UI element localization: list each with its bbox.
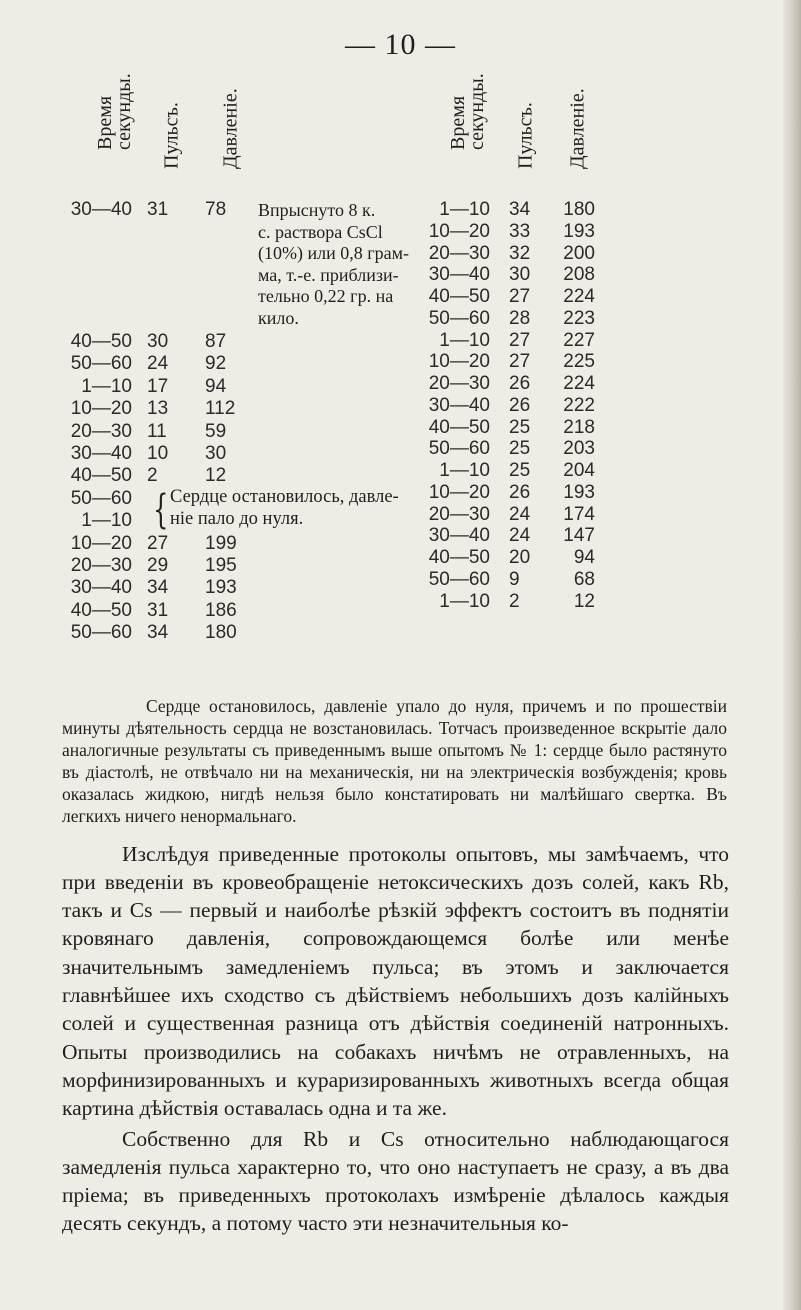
- note-line: ма, т.-е. приблизи-: [258, 264, 399, 285]
- left-time-cell: 20—30: [70, 420, 132, 442]
- left-header-pulse: Пульсъ.: [160, 102, 183, 169]
- left-pulse-cell: 13: [147, 398, 169, 420]
- note-line: тельно 0,22 гр. на: [258, 286, 394, 306]
- note-line: Впрыснуто 8 к.: [258, 200, 376, 220]
- injection-note: [258, 200, 428, 329]
- left-pressure-cell: 92: [205, 353, 227, 375]
- right-pressure-cell: 218: [563, 416, 595, 438]
- right-pressure-cell: 225: [563, 351, 595, 373]
- right-pulse-cell: 33: [509, 220, 531, 242]
- left-pulse-cell: 10: [147, 443, 169, 464]
- right-pressure-cell: 224: [563, 286, 595, 307]
- right-pressure-cell: 223: [563, 307, 595, 329]
- left-time-cell: 1—10: [81, 510, 132, 532]
- left-pulse-cell: 31: [147, 599, 169, 621]
- left-pulse-cell: 31: [147, 199, 169, 220]
- left-pulse-cell: 17: [147, 375, 169, 397]
- right-header-pulse: Пульсъ.: [514, 102, 537, 169]
- right-header-pressure: Давленіе.: [566, 88, 589, 169]
- right-time-cell: 10—20: [428, 481, 490, 503]
- left-pulse-cell: 34: [147, 622, 169, 644]
- right-time-cell: 1—10: [439, 590, 490, 612]
- left-pulse-cell: 2: [147, 465, 158, 487]
- page-edge: [783, 0, 801, 1310]
- right-pulse-cell: 32: [509, 242, 531, 264]
- left-pulse-cell: 24: [147, 353, 169, 375]
- right-pulse-cell: 24: [509, 525, 531, 547]
- right-pulse-cell: 25: [509, 416, 531, 438]
- right-pulse-cell: 25: [509, 438, 531, 460]
- right-time-cell: 40—50: [428, 286, 490, 307]
- left-pulse-cell: 11: [147, 420, 167, 442]
- right-pulse-cell: 9: [509, 568, 520, 590]
- right-time-cell: 30—40: [428, 525, 490, 547]
- left-time-cell: 30—40: [70, 577, 132, 599]
- right-pulse-cell: 26: [509, 481, 531, 503]
- right-time-cell: 50—60: [428, 568, 490, 590]
- right-time-cell: 10—20: [428, 351, 490, 373]
- left-time-cell: 10—20: [70, 398, 132, 420]
- left-pressure-cell: 78: [205, 199, 227, 220]
- left-pressure-cell: 199: [205, 532, 237, 554]
- left-pulse-cell: 27: [147, 532, 169, 554]
- right-pulse-cell: 25: [509, 460, 531, 481]
- right-pressure-cell: 193: [563, 220, 595, 242]
- note-line: с. раствора CsCl: [258, 221, 383, 242]
- right-pressure-cell: 147: [563, 525, 595, 547]
- right-pressure-cell: 208: [563, 264, 595, 286]
- right-pressure-cell: 12: [573, 590, 595, 612]
- brace-symbol: {: [153, 487, 169, 533]
- left-time-cell: 50—60: [70, 353, 132, 375]
- cardiac-arrest-note: Сердце остановилось, давле-: [170, 486, 399, 507]
- right-time-cell: 30—40: [428, 394, 490, 416]
- right-pulse-cell: 26: [509, 373, 531, 394]
- right-pulse-cell: 30: [509, 264, 531, 286]
- left-time-cell: 50—60: [70, 487, 132, 509]
- right-pressure-cell: 68: [573, 568, 595, 590]
- right-pulse-cell: 2: [509, 590, 520, 612]
- right-pressure-cell: 204: [563, 460, 595, 481]
- right-time-cell: 1—10: [439, 329, 490, 351]
- note-line: (10%) или 0,8 грам-: [258, 243, 409, 263]
- right-time-cell: 10—20: [428, 220, 490, 242]
- left-pressure-cell: 180: [205, 622, 237, 644]
- right-pulse-cell: 27: [509, 329, 531, 351]
- cardiac-arrest-note: ніе пало до нуля.: [170, 509, 304, 530]
- right-pressure-cell: 174: [563, 503, 595, 525]
- left-header-time: Время секунды.: [94, 73, 135, 150]
- right-time-cell: 20—30: [428, 503, 490, 525]
- left-time-cell: 40—50: [70, 599, 132, 621]
- right-pressure-cell: 200: [563, 242, 595, 264]
- left-time-cell: 1—10: [81, 375, 132, 397]
- left-pressure-cell: 186: [205, 599, 237, 621]
- right-pressure-cell: 224: [563, 373, 595, 394]
- right-time-cell: 1—10: [439, 199, 490, 220]
- right-time-cell: 1—10: [439, 460, 490, 481]
- right-pulse-cell: 24: [509, 503, 531, 525]
- right-pulse-cell: 20: [509, 547, 531, 568]
- right-pulse-cell: 27: [509, 351, 531, 373]
- right-pulse-cell: 26: [509, 394, 531, 416]
- right-pressure-cell: 193: [563, 481, 595, 503]
- right-pressure-cell: 222: [563, 394, 595, 416]
- right-time-cell: 20—30: [428, 373, 490, 394]
- right-pulse-cell: 34: [509, 199, 531, 220]
- right-time-cell: 20—30: [428, 242, 490, 264]
- left-pressure-cell: 30: [205, 443, 227, 464]
- left-pressure-cell: 12: [205, 465, 227, 487]
- left-time-cell: 10—20: [70, 532, 132, 554]
- left-time-cell: 30—40: [70, 443, 132, 464]
- left-time-cell: 40—50: [70, 331, 132, 352]
- left-time-cell: 20—30: [70, 555, 132, 576]
- left-pressure-cell: 193: [205, 577, 237, 599]
- left-pressure-cell: 94: [205, 375, 227, 397]
- right-pressure-cell: 180: [563, 199, 595, 220]
- right-time-cell: 40—50: [428, 416, 490, 438]
- right-header-time: Время секунды.: [447, 73, 488, 150]
- left-pulse-cell: 30: [147, 331, 169, 352]
- right-pressure-cell: 94: [573, 547, 595, 568]
- left-time-cell: 40—50: [70, 465, 132, 487]
- left-pressure-cell: 87: [205, 331, 227, 352]
- body-paragraph-1: Изслѣдуя приведенные протоколы опытовъ, мы замѣчаемъ, что при введеніи въ кровеобращеніе нетоксическихъ дозъ солей, какъ Rb, такъ и Cs — первый и наиболѣе рѣзкій эффектъ состоитъ въ поднятіи кровянаго давленія, сопровождающемся болѣе или менѣе значительнымъ замедленіемъ пульса; въ этомъ и заключается главнѣйшее ихъ сходство съ дѣйствіемъ небольшихъ дозъ калійныхъ солей и существенная разница отъ дѣйствія соединеній натронныхъ. Опыты производились на собакахъ ничѣмъ не отравленныхъ, на морфинизированныхъ и кураризированныхъ животныхъ всегда общая картина дѣйствія оставалась одна и та же.: [62, 841, 729, 1121]
- left-pulse-cell: 34: [147, 577, 169, 599]
- left-time-cell: 50—60: [70, 622, 132, 644]
- page-number: — 10 —: [345, 28, 456, 61]
- note-line: кило.: [258, 307, 299, 328]
- right-pulse-cell: 27: [509, 286, 531, 307]
- left-pressure-cell: 112: [205, 398, 236, 420]
- right-pulse-cell: 28: [509, 307, 531, 329]
- right-time-cell: 30—40: [428, 264, 490, 286]
- left-pressure-cell: 59: [205, 420, 227, 442]
- right-pressure-cell: 227: [563, 329, 595, 351]
- left-time-cell: 30—40: [70, 199, 132, 220]
- left-pulse-cell: 29: [147, 555, 169, 576]
- right-time-cell: 50—60: [428, 307, 490, 329]
- left-pressure-cell: 195: [205, 555, 237, 576]
- body-paragraph-2: Собственно для Rb и Cs относительно наблюдающагося замедленія пульса характерно то, что оно наступаетъ не сразу, а въ два пріема; въ приведенныхъ протоколахъ измѣреніе дѣлалось каждыя десять секундъ, а потому часто эти незначительныя ко-: [62, 1126, 729, 1236]
- left-header-pressure: Давленіе.: [219, 88, 242, 169]
- right-pressure-cell: 203: [563, 438, 595, 460]
- right-time-cell: 50—60: [428, 438, 490, 460]
- right-time-cell: 40—50: [428, 547, 490, 568]
- autopsy-paragraph: Сердце остановилось, давленіе упало до нуля, причемъ и по прошествіи минуты дѣятельность сердца не возстановилась. Тотчасъ произведенное вскрытіе дало аналогичные результаты съ приведеннымъ выше опытомъ № 1: сердце было растянуто въ діастолѣ, не отвѣчало ни на механическія, ни на электрическія возбужденія; кровь оказалась жидкою, нигдѣ нельзя было констатировать ни малѣйшаго свертка. Въ легкихъ ничего ненормальнаго.: [62, 695, 727, 826]
